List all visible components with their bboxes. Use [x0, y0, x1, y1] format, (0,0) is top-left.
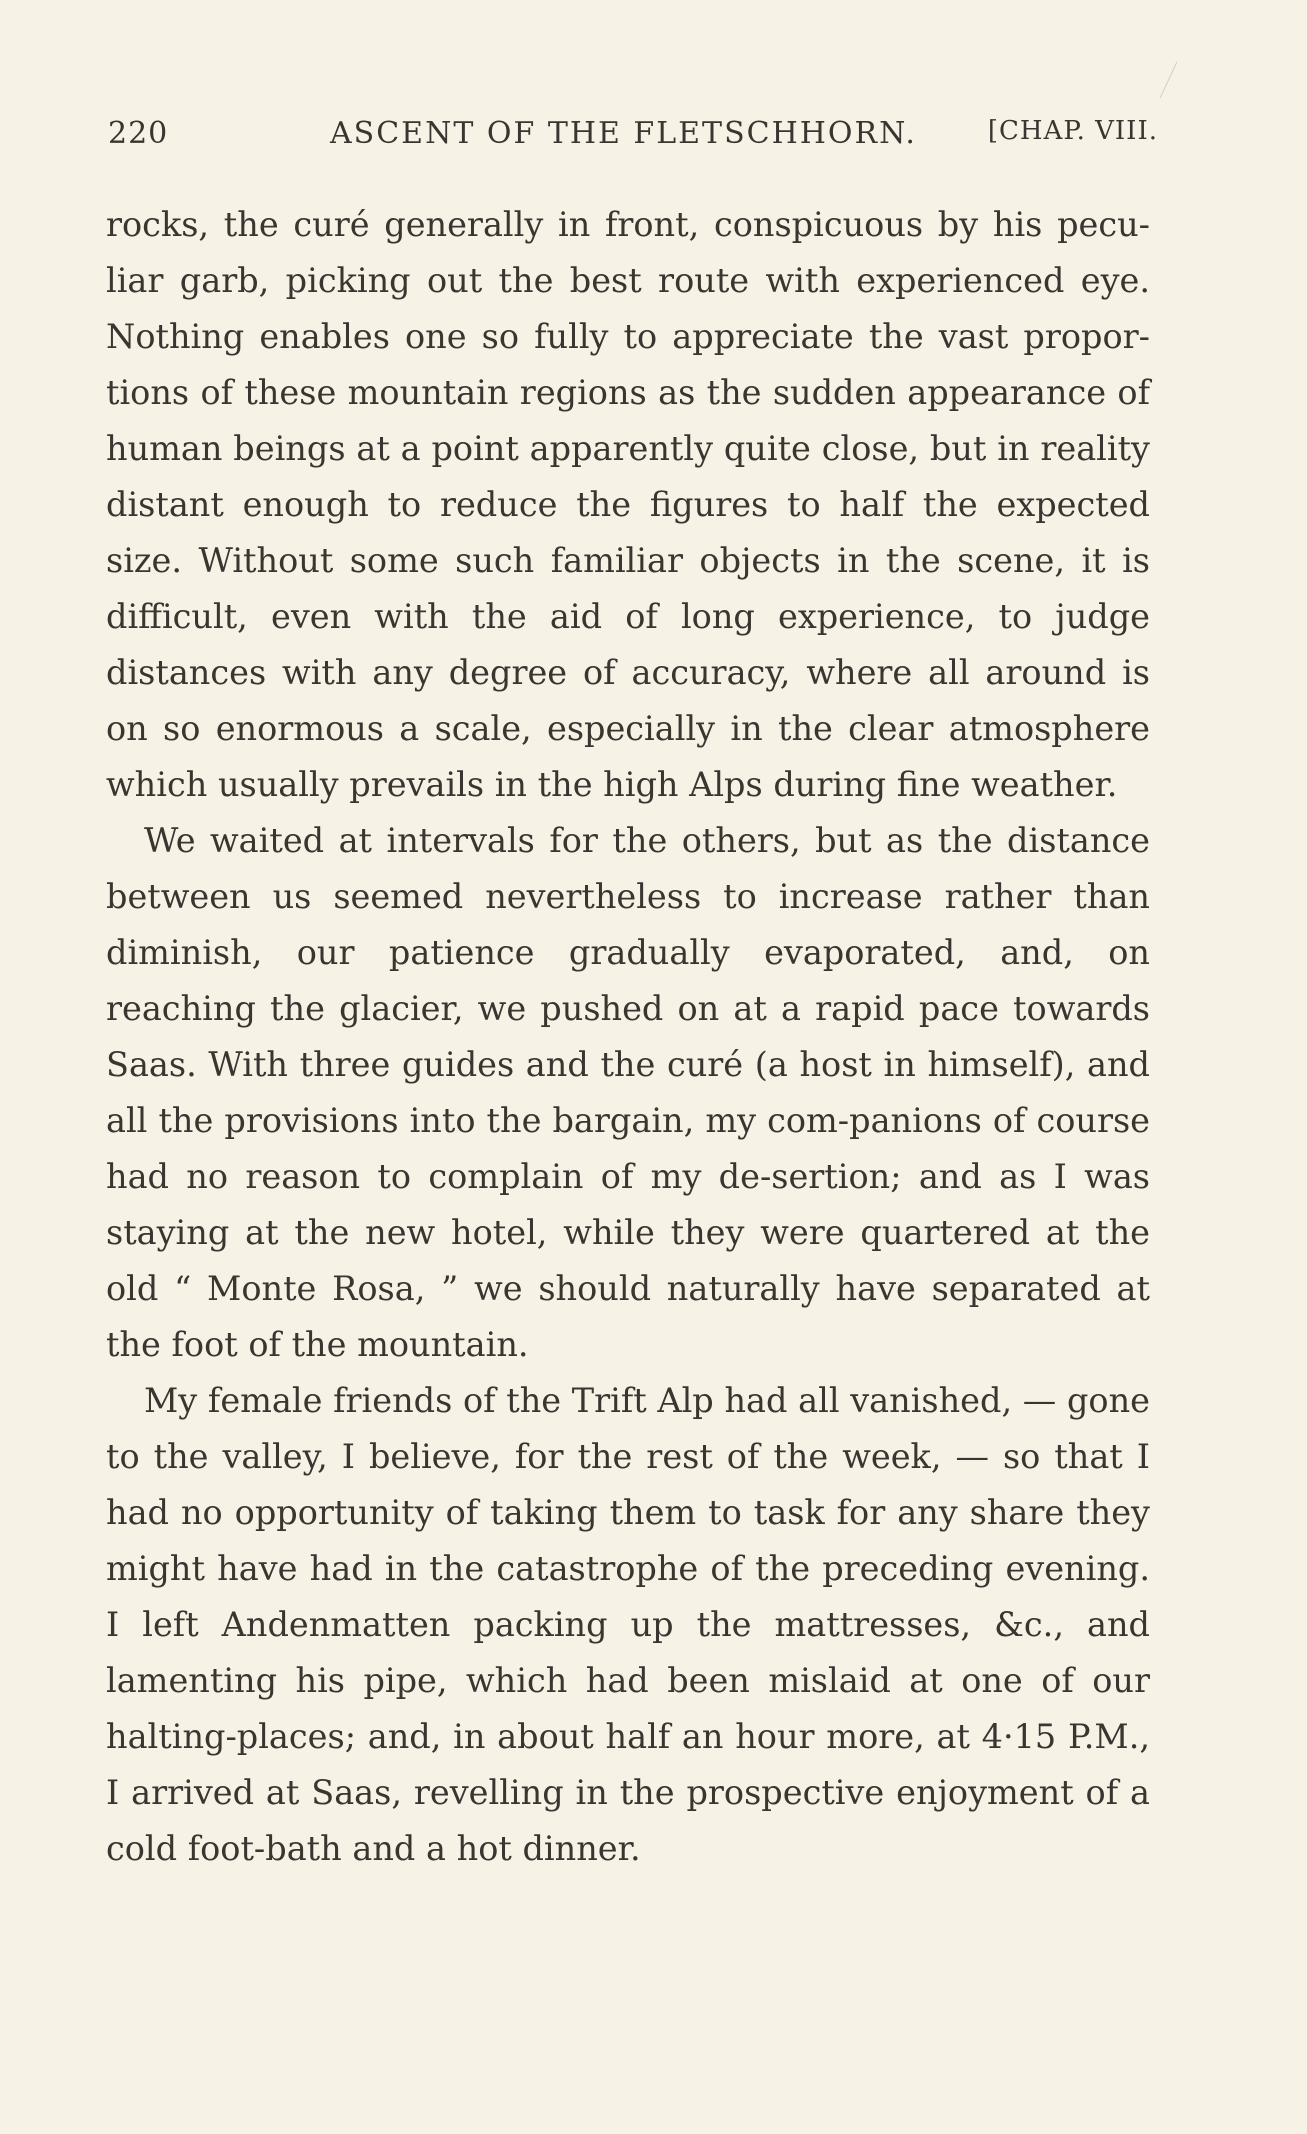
running-title: ASCENT OF THE FLETSCHHORN. — [330, 116, 917, 151]
running-head — [108, 116, 1158, 160]
chapter-reference: [CHAP. VIII. — [987, 116, 1158, 146]
body-text — [106, 197, 1150, 1877]
page-number: 220 — [108, 116, 169, 151]
paragraph-1: rocks, the curé generally in front, conspicuous by his pecu-liar garb, picking out the best route with experienced eye. Nothing enables one so fully to appreciate the vast propor-tions of these mountain regions as the sudden appearance of human beings at a point apparently quite close, but in reality distant enough to reduce the figures to half the expected size. Without some such familiar objects in the scene, it is difficult, even with the aid of long experience, to judge distances with any degree of accuracy, where all around is on so enormous a scale, especially in the clear atmosphere which usually prevails in the high Alps during fine weather. — [106, 205, 1150, 804]
page-mark — [1160, 62, 1178, 99]
paragraph-3: My female friends of the Trift Alp had all vanished, — gone to the valley, I believe, for the rest of the week, — so that I had no opportunity of taking them to task for any share they might have had in the catastrophe of the preceding evening. I left Andenmatten packing up the mattresses, &c., and lamenting his pipe, which had been mislaid at one of our halting-places; and, in about half an hour more, at 4·15 P.M., I arrived at Saas, revelling in the prospective enjoyment of a cold foot-bath and a hot dinner. — [106, 1381, 1150, 1868]
paragraph-2: We waited at intervals for the others, but as the distance between us seemed nevertheless to increase rather than diminish, our patience gradually evaporated, and, on reaching the glacier, we pushed on at a rapid pace towards Saas. With three guides and the curé (a host in himself), and all the provisions into the bargain, my com-panions of course had no reason to complain of my de-sertion; and as I was staying at the new hotel, while they were quartered at the old “ Monte Rosa, ” we should naturally have separated at the foot of the mountain. — [106, 821, 1150, 1364]
